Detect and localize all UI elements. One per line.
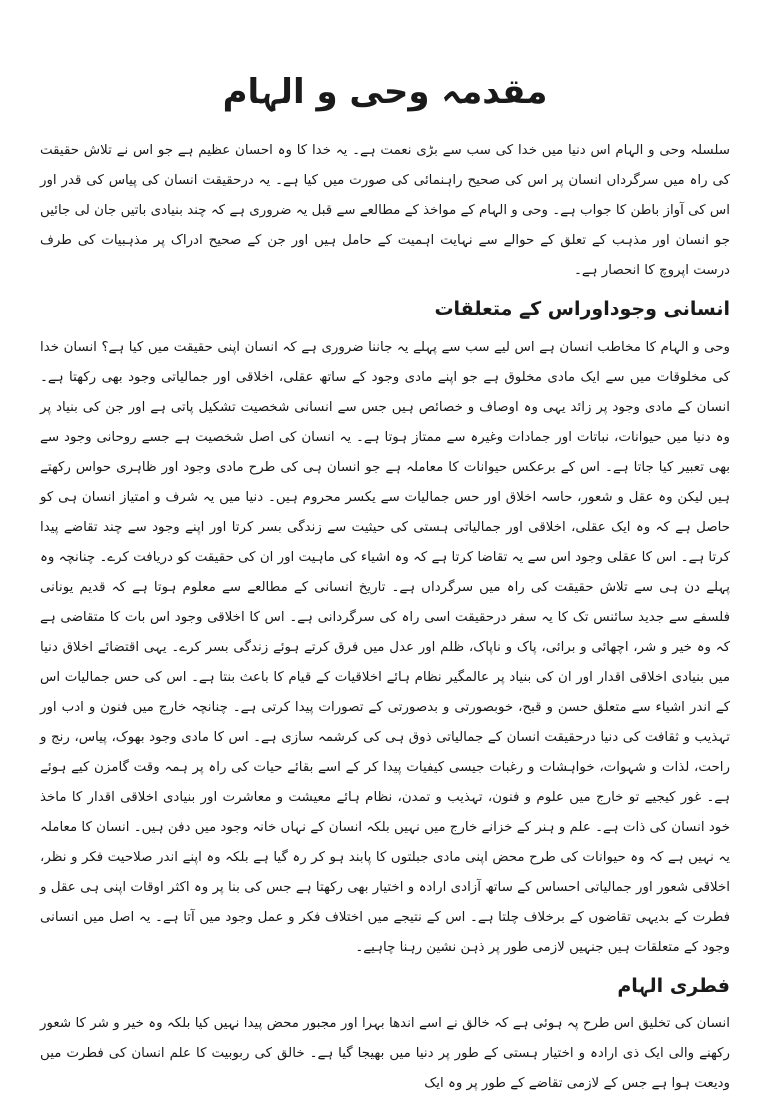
section-natural-inspiration-paragraph: انسان کی تخلیق اس طرح پہ ہوئی ہے کہ خالق نے اسے اندھا بہرا اور مجبور محض پیدا نہیں کیا بلکہ وہ خیر و شر کا شعور رکھنے والی ایک ذی ارادہ و اختیار ہستی کے طور پر دنیا میں بھیجا گیا ہے۔ خالق کی ربوبیت کا علم انسان کی فطرت میں ودیعت ہوا ہے جس کے لازمی تقاضے کے طور پر وہ ایک bbox=[40, 1016, 730, 1092]
section-heading-natural-inspiration: فطری الہام bbox=[617, 974, 730, 997]
intro-paragraph: سلسلہ وحی و الہام اس دنیا میں خدا کی سب سے بڑی نعمت ہے۔ یہ خدا کا وہ احسان عظیم ہے جو اس نے تلاش حقیقت کی راہ میں سرگرداں انسان پر اس کی صحیح راہنمائی کی صورت میں کیا ہے۔ یہ درحقیقت انسان کی پیاس کی قدر اور اس کی آواز باطن کا جواب ہے۔ وحی و الہام کے مواخذ کے مطالعے سے قبل یہ ضروری ہے کہ چند بنیادی باتیں جان لی جائیں جو انسان اور مذہب کے تعلق کے حوالے سے نہایت اہمیت کے حامل ہیں اور جن کے صحیح ادراک پر مذہبیات کی طرف درست اپروچ کا انحصار ہے۔ bbox=[40, 143, 730, 279]
page-title: مقدمہ وحی و الہام bbox=[222, 72, 548, 112]
section-human-existence-paragraph: وحی و الہام کا مخاطب انسان ہے اس لیے سب سے پہلے یہ جاننا ضروری ہے کہ انسان اپنی حقیقت میں کیا ہے؟ انسان خدا کی مخلوقات میں سے ایک مادی مخلوق ہے جو اپنے مادی وجود کے ساتھ عقلی، اخلاقی اور جمالیاتی وجود بھی رکھتا ہے۔ انسان کے مادی وجود پر زائد یہی وہ اوصاف و خصائص ہیں جس سے انسانی شخصیت تشکیل پاتی ہے اور جن کی بنیاد پر وہ دنیا میں حیوانات، نباتات اور جمادات وغیرہ سے ممتاز ہوتا ہے۔ یہ انسان کی اصل شخصیت ہے جسے روحانی وجود سے بھی تعبیر کیا جاتا ہے۔ اس کے برعکس حیوانات کا معاملہ ہے جو انسان ہی کی طرح مادی وجود اور ظاہری حواس رکھتے ہیں لیکن وہ عقل و شعور، حاسہ اخلاق اور حس جمالیات سے یکسر محروم ہیں۔ دنیا میں یہ شرف و امتیاز انسان ہی کو حاصل ہے کہ وہ ایک عقلی، اخلاقی اور جمالیاتی ہستی کی حیثیت سے زندگی بسر کرتا اور اپنے وجود سے چند تقاضے پیدا کرتا ہے۔ اس کا عقلی وجود اس سے یہ تقاضا کرتا ہے کہ وہ اشیاء کی ماہیت اور ان کی حقیقت کو دریافت کرے۔ چنانچہ وہ پہلے دن ہی سے تلاش حقیقت کی راہ میں سرگرداں ہے۔ تاریخ انسانی کے مطالعے سے معلوم ہوتا ہے کہ قدیم یونانی فلسفے سے جدید سائنس تک کا یہ سفر درحقیقت اسی راہ کی سرگردانی ہے۔ اس کا اخلاقی وجود اس بات کا متقاضی ہے کہ وہ خیر و شر، اچھائی و برائی، پاک و ناپاک، ظلم اور عدل میں فرق کرتے ہوئے زندگی بسر کرے۔ یہی اقتضائے اخلاق دنیا میں بنیادی اخلاقی اقدار اور ان کی بنیاد پر عالمگیر نظام ہائے اخلاقیات کے قیام کا باعث بنتا ہے۔ اس کی حس جمالیات اس کے اندر اشیاء سے متعلق حسن و قبح، خوبصورتی و بدصورتی کے تصورات پیدا کرتی ہے۔ چنانچہ خارج میں فنون و ادب اور تہذیب و ثقافت کی دنیا درحقیقت انسان کے جمالیاتی ذوق ہی کی کرشمہ سازی ہے۔ اس کا مادی وجود بھوک، پیاس، رنج و راحت، لذات و شہوات، خواہشات و رغبات جیسی کیفیات پیدا کر کے اسے بقائے حیات کی راہ پر ہمہ وقت گامزن کیے ہوئے ہے۔ غور کیجیے تو خارج میں علوم و فنون، تہذیب و تمدن، نظام ہائے معیشت و معاشرت اور بنیادی اخلاقی اقدار کا ماخذ خود انسان کی ذات ہے۔ علم و ہنر کے خزانے خارج میں نہیں بلکہ انسان کے نہاں خانہ وجود میں دفن ہیں۔ انسان کا معاملہ یہ نہیں ہے کہ وہ حیوانات کی طرح محض اپنی مادی جبلتوں کا پابند ہو کر رہ گیا ہے بلکہ وہ اپنے اندر صلاحیت فکر و نظر، اخلاقی شعور اور جمالیاتی احساس کے ساتھ آزادی ارادہ و اختیار بھی رکھتا ہے جس کی بنا پر وہ اکثر اوقات اپنی ہی عقل و فطرت کے بدیہی تقاضوں کے برخلاف چلتا ہے۔ اس کے نتیجے میں اختلاف فکر و عمل وجود میں آتا ہے۔ یہ اصل میں انسانی وجود کے متعلقات ہیں جنہیں لازمی طور پر ذہن نشین رہنا چاہیے۔ bbox=[40, 339, 730, 955]
section-heading-human-existence: انسانی وجوداوراس کے متعلقات bbox=[434, 298, 730, 321]
document-page bbox=[40, 70, 730, 1099]
